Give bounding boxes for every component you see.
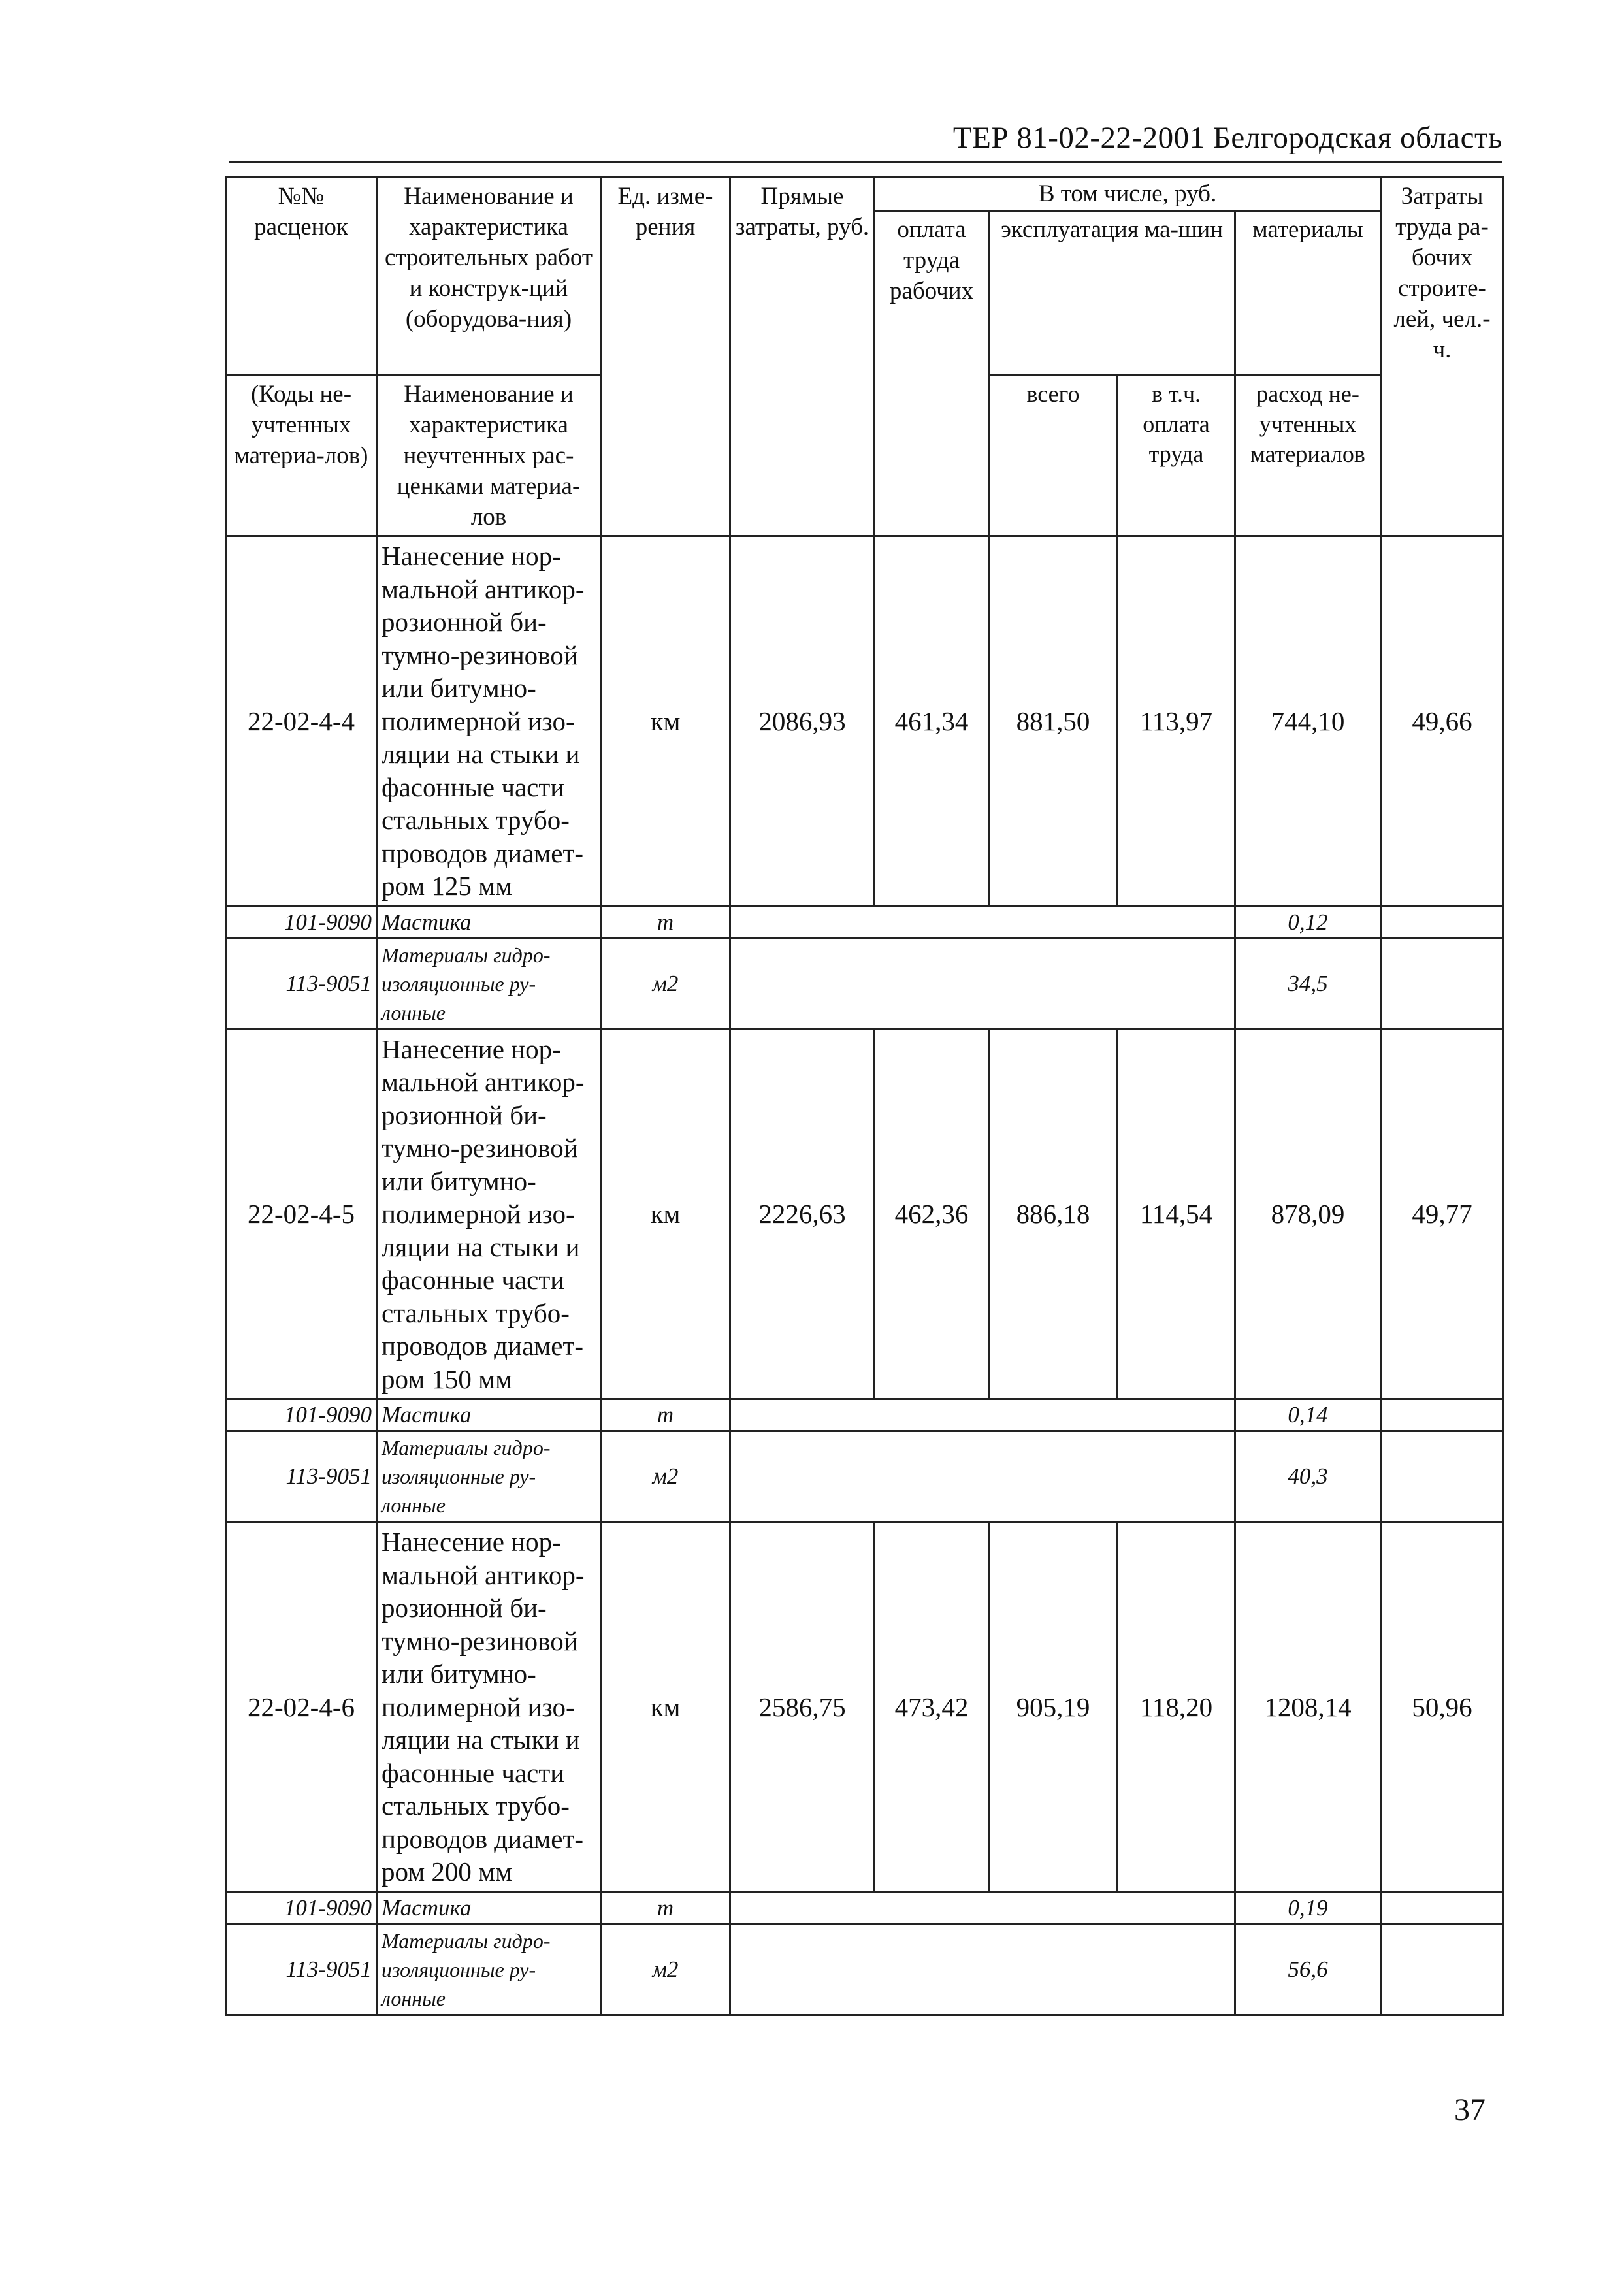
header-direct-costs: Прямые затраты, руб.: [730, 178, 875, 536]
empty-cell: [730, 1924, 1235, 2015]
material-amount: 0,12: [1235, 906, 1381, 938]
empty-cell: [730, 1399, 1235, 1431]
work-name: Нанесение нор-мальной антикор-розионной би-тумно-резиновой или битумно-полимерной изо-ляции на стыки и фасонные части стальных трубо-проводов диамет-ром 150 мм: [377, 1029, 601, 1399]
rate-code: 22-02-4-5: [226, 1029, 377, 1399]
material-name: Материалы гидро-изоляционные ру-лонные: [377, 938, 601, 1029]
wages-cell: 462,36: [875, 1029, 989, 1399]
material-unit: т: [601, 1399, 730, 1431]
machines-wages-cell: 118,20: [1118, 1522, 1235, 1893]
wages-cell: 461,34: [875, 536, 989, 907]
material-unit: т: [601, 1892, 730, 1924]
material-row: [226, 1892, 1504, 1924]
wages-cell: 473,42: [875, 1522, 989, 1893]
material-row: [226, 1431, 1504, 1522]
materials-cell: 878,09: [1235, 1029, 1381, 1399]
page-header-title: ТЕР 81-02-22-2001 Белгородская область: [229, 115, 1502, 163]
material-unit: м2: [601, 938, 730, 1029]
machines-total-cell: 905,19: [989, 1522, 1118, 1893]
empty-cell: [1381, 938, 1504, 1029]
material-row: [226, 906, 1504, 938]
material-amount: 40,3: [1235, 1431, 1381, 1522]
labor-cell: 49,66: [1381, 536, 1504, 907]
empty-cell: [730, 1892, 1235, 1924]
work-name: Нанесение нор-мальной антикор-розионной би-тумно-резиновой или битумно-полимерной изо-ляции на стыки и фасонные части стальных трубо-проводов диамет-ром 125 мм: [377, 536, 601, 907]
machines-total-cell: 886,18: [989, 1029, 1118, 1399]
empty-cell: [1381, 1431, 1504, 1522]
material-amount: 0,14: [1235, 1399, 1381, 1431]
machines-wages-cell: 114,54: [1118, 1029, 1235, 1399]
direct-costs-cell: 2086,93: [730, 536, 875, 907]
table-row: [226, 536, 1504, 907]
table-header-row: [226, 178, 1504, 211]
materials-cell: 744,10: [1235, 536, 1381, 907]
header-machines-total: всего: [989, 376, 1118, 536]
header-wages: оплата труда рабочих: [875, 211, 989, 536]
material-name: Мастика: [377, 1399, 601, 1431]
material-code: 101-9090: [226, 906, 377, 938]
material-unit: м2: [601, 1924, 730, 2015]
header-unit: Ед. изме-рения: [601, 178, 730, 536]
material-unit: м2: [601, 1431, 730, 1522]
material-row: [226, 1399, 1504, 1431]
material-name: Мастика: [377, 1892, 601, 1924]
unit-cell: км: [601, 1029, 730, 1399]
labor-cell: 49,77: [1381, 1029, 1504, 1399]
material-row: [226, 938, 1504, 1029]
empty-cell: [1381, 1399, 1504, 1431]
empty-cell: [1381, 1892, 1504, 1924]
unit-cell: км: [601, 1522, 730, 1893]
material-amount: 34,5: [1235, 938, 1381, 1029]
material-unit: т: [601, 906, 730, 938]
rates-table: [225, 176, 1504, 2016]
materials-cell: 1208,14: [1235, 1522, 1381, 1893]
unit-cell: км: [601, 536, 730, 907]
table-row: [226, 1029, 1504, 1399]
rate-code: 22-02-4-4: [226, 536, 377, 907]
header-rate-number: №№ расценок: [226, 178, 377, 376]
header-material-names: Наименование и характеристика неучтенных рас-ценками материа-лов: [377, 376, 601, 536]
empty-cell: [730, 906, 1235, 938]
labor-cell: 50,96: [1381, 1522, 1504, 1893]
header-machines-wages: в т.ч. оплата труда: [1118, 376, 1235, 536]
page-number: 37: [1454, 2092, 1486, 2127]
header-unaccounted-materials: расход не-учтенных материалов: [1235, 376, 1381, 536]
empty-cell: [730, 938, 1235, 1029]
material-name: Материалы гидро-изоляционные ру-лонные: [377, 1431, 601, 1522]
direct-costs-cell: 2586,75: [730, 1522, 875, 1893]
material-code: 113-9051: [226, 1924, 377, 2015]
empty-cell: [730, 1431, 1235, 1522]
rate-code: 22-02-4-6: [226, 1522, 377, 1893]
work-name: Нанесение нор-мальной антикор-розионной би-тумно-резиновой или битумно-полимерной изо-ляции на стыки и фасонные части стальных трубо-проводов диамет-ром 200 мм: [377, 1522, 601, 1893]
material-code: 101-9090: [226, 1399, 377, 1431]
material-name: Мастика: [377, 906, 601, 938]
material-amount: 0,19: [1235, 1892, 1381, 1924]
empty-cell: [1381, 906, 1504, 938]
header-material-codes: (Коды не-учтенных материа-лов): [226, 376, 377, 536]
machines-wages-cell: 113,97: [1118, 536, 1235, 907]
material-code: 113-9051: [226, 1431, 377, 1522]
header-materials: материалы: [1235, 211, 1381, 376]
material-code: 113-9051: [226, 938, 377, 1029]
material-name: Материалы гидро-изоляционные ру-лонные: [377, 1924, 601, 2015]
table-row: [226, 1522, 1504, 1893]
header-including: В том числе, руб.: [875, 178, 1381, 211]
empty-cell: [1381, 1924, 1504, 2015]
header-machines: эксплуатация ма-шин: [989, 211, 1235, 376]
material-amount: 56,6: [1235, 1924, 1381, 2015]
header-labor-costs: Затраты труда ра-бочих строите-лей, чел.-ч.: [1381, 178, 1504, 536]
material-row: [226, 1924, 1504, 2015]
material-code: 101-9090: [226, 1892, 377, 1924]
direct-costs-cell: 2226,63: [730, 1029, 875, 1399]
header-work-name: Наименование и характеристика строительных работ и конструк-ций (оборудова-ния): [377, 178, 601, 376]
machines-total-cell: 881,50: [989, 536, 1118, 907]
